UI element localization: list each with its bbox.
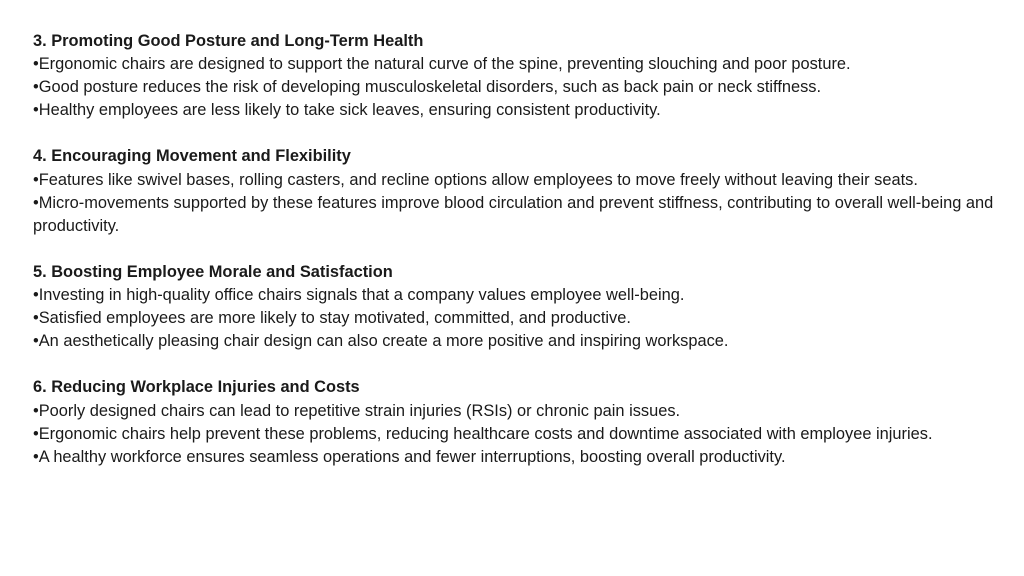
bullet-item: •Micro-movements supported by these features improve blood circulation and prevent stiffness, contributing to overall well-being and productivity. [33,193,994,235]
bullet-item: •Healthy employees are less likely to take sick leaves, ensuring consistent productivity. [33,101,661,120]
bullet-item: •Poorly designed chairs can lead to repetitive strain injuries (RSIs) or chronic pain issues. [33,401,681,420]
bullet-item: •Investing in high-quality office chairs signals that a company values employee well-being. [33,286,685,305]
bullet-item: •A healthy workforce ensures seamless operations and fewer interruptions, boosting overall productivity. [33,447,786,466]
bullet-item: •An aesthetically pleasing chair design can also create a more positive and inspiring workspace. [33,332,729,351]
section-title: 5. Boosting Employee Morale and Satisfaction [33,262,393,281]
section-movement [33,145,995,237]
bullet-item: •Satisfied employees are more likely to stay motivated, committed, and productive. [33,309,631,328]
section-title: 3. Promoting Good Posture and Long-Term Health [33,32,424,50]
section-posture [33,30,995,122]
section-title: 6. Reducing Workplace Injuries and Costs [33,378,360,397]
bullet-item: •Features like swivel bases, rolling casters, and recline options allow employees to move freely without leaving their seats. [33,170,918,189]
section-injuries [33,376,995,468]
bullet-item: •Good posture reduces the risk of developing musculoskeletal disorders, such as back pain or neck stiffness. [33,78,822,97]
section-morale [33,261,995,353]
bullet-item: •Ergonomic chairs help prevent these problems, reducing healthcare costs and downtime associated with employee injuries. [33,424,933,443]
section-title: 4. Encouraging Movement and Flexibility [33,147,351,166]
slide-body [33,30,995,492]
bullet-item: •Ergonomic chairs are designed to support the natural curve of the spine, preventing slouching and poor posture. [33,55,851,74]
